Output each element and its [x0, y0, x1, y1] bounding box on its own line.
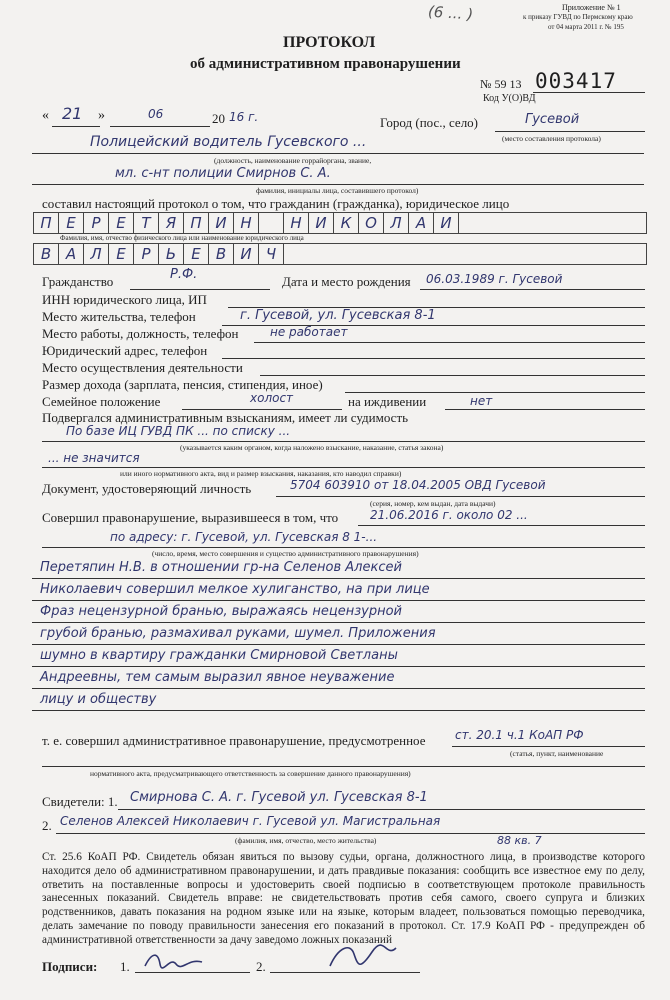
narrative-line: грубой бранью, размахивал руками, шумел. Приложения [40, 626, 436, 641]
protocol-number-prefix: № 59 13 [480, 77, 522, 91]
patronymic-boxes: В А Л Е Р Ь Е В И Ч [33, 243, 647, 265]
dependents-value: нет [470, 394, 493, 408]
penalties-value1: По базе ИЦ ГУВД ПК ... по списку ... [66, 424, 291, 438]
activity-label: Место осуществления деятельности [42, 360, 243, 375]
corner-handwriting: (6 ... ) [427, 2, 474, 24]
work-label: Место работы, должность, телефон [42, 326, 239, 341]
penalties-caption2: или иного нормативного акта, вид и размер взыскания, наказания, кто наводил справки) [120, 469, 402, 478]
offense-value2: по адресу: г. Гусевой, ул. Гусевская 8 1-... [110, 530, 378, 544]
penalties-label: Подвергался административным взысканиям, имеет ли судимость [42, 410, 409, 425]
family-value: холост [250, 391, 294, 405]
inn-label: ИНН юридического лица, ИП [42, 292, 207, 307]
code-label: Код У(О)ВД [483, 93, 536, 104]
witness-2-number: 2. [42, 818, 52, 833]
commit-text: т. е. совершил административное правонарушение, предусмотренное [42, 733, 426, 748]
signature-2-number: 2. [256, 959, 266, 974]
witness-1: Смирнова С. А. г. Гусевой ул. Гусевская 8-1 [130, 790, 428, 805]
citizenship-label: Гражданство [42, 274, 114, 289]
officer-value: Полицейский водитель Гусевского ... [90, 134, 367, 150]
date-year-prefix: 20 [212, 111, 225, 126]
signature-1-number: 1. [120, 959, 130, 974]
date-year-suffix: 16 г. [229, 110, 259, 124]
family-label: Семейное положение [42, 394, 161, 409]
dob-label: Дата и место рождения [282, 274, 411, 289]
residence-value: г. Гусевой, ул. Гусевская 8-1 [240, 308, 436, 323]
penalties-value2: ... не значится [48, 451, 140, 465]
signature-2-icon [320, 940, 400, 976]
dob-value: 06.03.1989 г. Гусевой [426, 272, 563, 286]
dependents-label: на иждивении [348, 394, 427, 409]
city-label: Город (пос., село) [380, 115, 479, 130]
commit-caption1: (статья, пункт, наименование [510, 749, 604, 758]
narrative-line: шумно в квартиру гражданки Смирновой Светланы [40, 648, 398, 663]
residence-label: Место жительства, телефон [42, 309, 196, 324]
signature-1-icon [140, 948, 210, 974]
city-caption: (место составления протокола) [502, 134, 601, 143]
document-value: 5704 603910 от 18.04.2005 ОВД Гусевой [290, 478, 546, 492]
date-month: 06 [148, 107, 164, 121]
penalties-caption1: (указывается каким органом, когда наложено взыскание, наказание, статья закона) [180, 443, 444, 452]
document-label: Документ, удостоверяющий личность [42, 481, 252, 496]
signatures-label: Подписи: [42, 959, 98, 974]
document-caption: (серия, номер, кем выдан, дата выдачи) [370, 499, 496, 508]
appendix-line1: Приложение № 1 [562, 3, 621, 12]
city-value: Гусевой [525, 112, 580, 127]
appendix-line2: к приказу ГУВД по Пермскому краю [523, 13, 633, 21]
legal-address-label: Юридический адрес, телефон [42, 343, 208, 358]
income-label: Размер дохода (зарплата, пенсия, стипендия, иное) [42, 377, 323, 392]
narrative-line: лицу и обществу [40, 692, 157, 707]
offense-value1: 21.06.2016 г. около 02 ... [370, 508, 528, 522]
officer-name-caption: фамилия, инициалы лица, составившего протокол) [256, 186, 419, 195]
protocol-number: 003417 [535, 69, 617, 93]
commit-value: ст. 20.1 ч.1 КоАП РФ [455, 728, 584, 742]
protocol-page: (6 ... ) Приложение № 1 к приказу ГУВД по Пермскому краю от 04 марта 2011 г. № 195 ПРОТОКОЛ об административном правонарушении № 59 13 003417 Код У(О)ВД « 21 » 06 20 16 г. Город (пос., село) Гусевой (место составления протокола) Полицейский водитель Гусевского ... (должность, наименование горрайоргана, звание, мл. с-нт полиции Смирнов С. А. фамилия, инициалы лица, составившего протокол) составил настоящий протокол о том, что гражданин (гражданка), юридическое лицо П Е Р Е Т Я П И Н Н И К О Л А И Фамилия, имя, отчество физического лица или наименование юридического лица В А Л Е Р Ь Е В И Ч Гражданство Р.Ф. Дата и место рождения 06.03.1989 г. Гусевой ИНН юридического лица, ИП Место жительства, телефон г. Гусевой, ул. Гусевская 8-1 Место работы, должность, телефон не работает Юридический адрес, телефон Место осуществления деятельности Размер дохода (зарплата, пенсия, стипендия, иное) Семейное положение холост на иждивении нет Подвергался административным взысканиям, имеет ли судимость По базе ИЦ ГУВД ПК ... по списку ... (указывается каким органом, когда наложено взыскание, наказание, статья закона) ... не значится или иного нормативного акта, вид и размер взыскания, наказания, кто наводил справки) Документ, удостоверяющий личность 5704 603910 от 18.04.2005 ОВД Гусевой (серия, номер, кем выдан, дата выдачи) Совершил правонарушение, выразившееся в том, что 21.06.2016 г. около 02 ... по адресу: г. Гусевой, ул. Гусевская 8 1-... (число, время, место совершения и существо административного правонарушения) Перетяпин Н.В. в отношении гр-на Селенов Алексей Николаевич совершил мелкое хулиганство, на при лице Фраз нецензурной бранью, выражаясь нецензурной грубой бранью, размахивал руками, шумел. Приложения шумно в квартиру гражданки Смирновой Светланы Андреевны, тем самым выразил явное неуважение лицу и обществу т. е. совершил административное правонарушение, предусмотренное ст. 20.1 ч.1 КоАП РФ (статья, пункт, наименование нормативного акта, предусматривающего ответственность за совершение данного правонарушения) Свидетели: 1. Смирнова С. А. г. Гусевой ул. Гусевская 8-1 2. Селенов Алексей Николаевич г. Гусевой ул. Магистральная (фамилия, имя, отчество, место жительства) 88 кв. 7 Ст. 25.6 КоАП РФ. Свидетель обязан явиться по вызову судьи, органа, должностного лица, в производстве которого находится дело об административном правонарушении, и дать правдивые показания: сообщить все известное ему по делу, ответить на поставленные вопросы и удостоверить своей подписью в соответствующем протоколе правильность занесенных показаний. Свидетель вправе: не свидетельствовать против себя самого, своего супруга и близких родственников, давать показания на родном языке или на языке, которым владеет, пользоваться помощью переводчика, делать замечание по поводу правильности занесения его показаний в протокол. Ст. 17.9 КоАП РФ - предупрежден об административной ответственности за дачу заведомо ложных показаний Подписи: 1. 2. [0, 0, 670, 1000]
commit-caption2: нормативного акта, предусматривающего ответственность за совершение данного правонарушения) [90, 769, 411, 778]
appendix-line3: от 04 марта 2011 г. № 195 [548, 23, 624, 31]
citizenship-value: Р.Ф. [170, 267, 198, 282]
work-value: не работает [270, 325, 348, 339]
witnesses-caption: (фамилия, имя, отчество, место жительства) [235, 836, 377, 845]
composed-text: составил настоящий протокол о том, что гражданин (гражданка), юридическое лицо [42, 196, 510, 211]
surname-boxes: П Е Р Е Т Я П И Н Н И К О Л А И [33, 212, 647, 234]
legal-text: Ст. 25.6 КоАП РФ. Свидетель обязан явиться по вызову судьи, органа, должностного лица, в производстве которого находится дело об административном правонарушении, и дать правдивые показания: сообщить все известное ему по делу, ответить на поставленные вопросы и удостоверить своей подписью в соответствующем протоколе правильность занесенных показаний. Свидетель вправе: не свидетельствовать против себя самого, своего супруга и близких родственников, давать показания на родном языке или на языке, которым владеет, пользоваться помощью переводчика, делать замечание по поводу правильности занесения его показаний в протокол. Ст. 17.9 КоАП РФ - предупрежден об административной ответственности за дачу заведомо ложных показаний [42, 851, 645, 946]
page-title: ПРОТОКОЛ [283, 34, 376, 51]
page-subtitle: об административном правонарушении [190, 56, 461, 72]
narrative-line: Фраз нецензурной бранью, выражаясь нецензурной [40, 604, 402, 619]
witnesses-label: Свидетели: 1. [42, 794, 118, 809]
date-day: 21 [62, 104, 83, 123]
narrative-line: Перетяпин Н.В. в отношении гр-на Селенов Алексей [40, 560, 402, 575]
officer-caption: (должность, наименование горрайоргана, звание, [214, 156, 372, 165]
composed-caption: Фамилия, имя, отчество физического лица или наименование юридического лица [60, 234, 304, 242]
offense-label: Совершил правонарушение, выразившееся в том, что [42, 510, 339, 525]
witness-2-extra: 88 кв. 7 [497, 834, 542, 847]
officer-name-value: мл. с-нт полиции Смирнов С. А. [115, 166, 331, 181]
witness-2: Селенов Алексей Николаевич г. Гусевой ул. Магистральная [60, 814, 441, 828]
narrative-line: Николаевич совершил мелкое хулиганство, на при лице [40, 582, 430, 597]
offense-caption: (число, время, место совершения и существо административного правонарушения) [152, 549, 419, 558]
narrative-line: Андреевны, тем самым выразил явное неуважение [40, 670, 395, 685]
